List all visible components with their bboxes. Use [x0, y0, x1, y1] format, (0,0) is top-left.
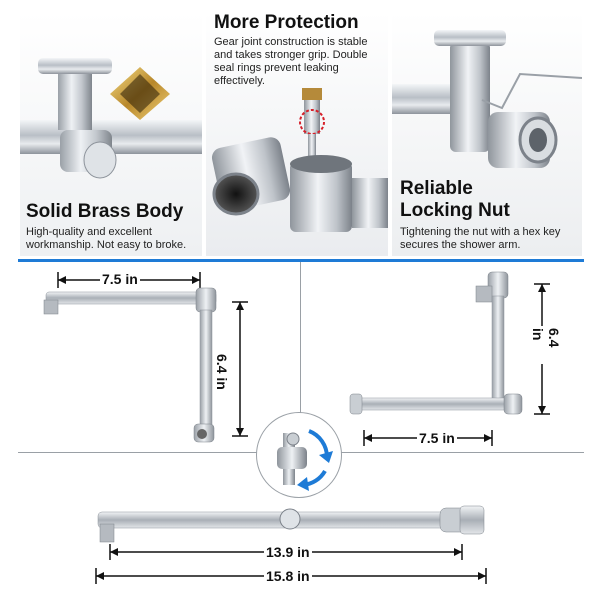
locking-caption: Tightening the nut with a hex key secures the shower arm.	[400, 226, 561, 251]
protection-title: More Protection	[214, 12, 359, 33]
locking-title-line2: Locking Nut	[400, 200, 510, 221]
brass-title: Solid Brass Body	[26, 201, 184, 222]
locking-title	[400, 178, 510, 222]
rotation-badge	[256, 412, 342, 498]
rotate-arrow-icon	[309, 431, 327, 457]
protection-caption: Gear joint construction is stable and takes stronger grip. Double seal rings prevent leaking effectively.	[214, 36, 368, 87]
right-width-label: 7.5 in	[419, 430, 455, 446]
total-length-label: 15.8 in	[266, 568, 310, 584]
locking-nut-photo	[392, 12, 582, 182]
right-height-label: 6.4 in	[530, 326, 562, 364]
protection-panel	[206, 12, 388, 256]
left-height-label: 6.4 in	[214, 354, 230, 390]
solid-brass-panel	[20, 12, 202, 256]
left-width-label: 7.5 in	[102, 271, 138, 287]
gear-joint-photo	[206, 82, 388, 256]
brass-caption: High-quality and excellent workmanship. Not easy to broke.	[26, 226, 187, 251]
inner-length-label: 13.9 in	[266, 544, 310, 560]
section-divider	[18, 259, 584, 262]
locking-title-line1: Reliable	[400, 178, 473, 199]
rotation-joint-photo	[257, 413, 341, 497]
locking-nut-panel	[392, 12, 582, 256]
